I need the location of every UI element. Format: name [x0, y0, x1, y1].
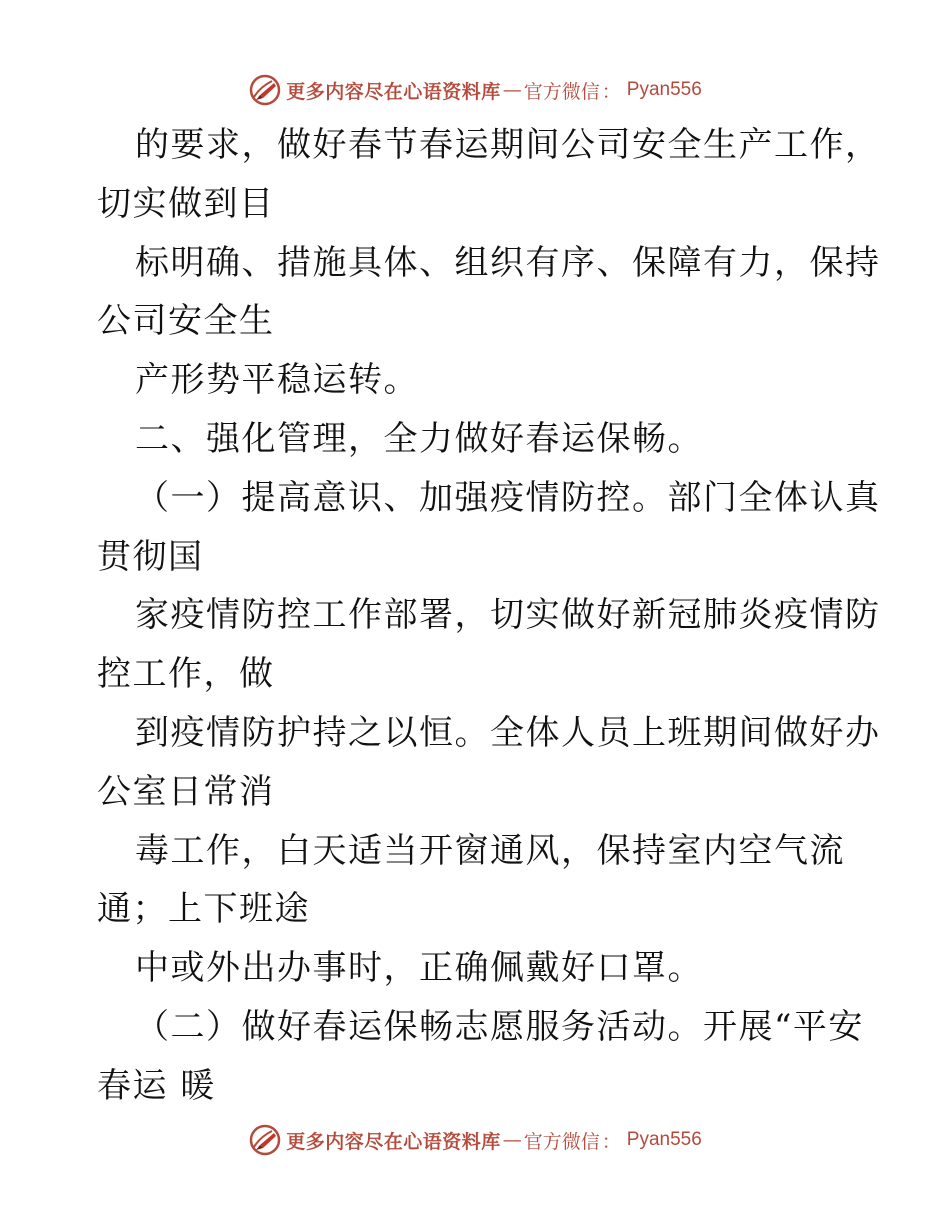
banner-wechat-label: 官方微信	[523, 1130, 600, 1153]
body-line: 公司安全生	[97, 301, 275, 342]
body-line: 春运 暖	[97, 1065, 216, 1106]
banner-separator: ：	[601, 1130, 621, 1153]
body-line: 毒工作，白天适当开窗通风，保持室内空气流	[135, 830, 845, 871]
pen-logo-icon	[248, 73, 282, 107]
banner-separator: ：	[601, 80, 621, 103]
body-line: 的要求，做好春节春运期间公司安全生产工作，	[135, 125, 881, 165]
banner-brand-text: 更多内容尽在心语资料库	[286, 1130, 501, 1153]
body-line: （一）提高意识、加强疫情防控。部门全体认真	[135, 477, 881, 518]
body-line: 产形势平稳运转。	[135, 360, 419, 401]
body-line: 标明确、措施具体、组织有序、保障有力，保持	[135, 242, 881, 283]
body-line: 通；上下班途	[97, 889, 310, 930]
banner-wechat-label: 官方微信	[523, 80, 600, 103]
pen-logo-icon	[248, 1123, 282, 1157]
header-banner	[0, 72, 950, 108]
body-line: 到疫情防护持之以恒。全体人员上班期间做好办	[135, 712, 881, 753]
body-line: 切实做到目	[97, 183, 275, 224]
banner-dash: —	[502, 79, 522, 101]
footer-banner	[0, 1122, 950, 1158]
body-line: 贯彻国	[97, 536, 204, 577]
document-body	[97, 116, 881, 1116]
banner-account: Pyan556	[626, 1129, 702, 1150]
body-line: 中或外出办事时，正确佩戴好口罩。	[135, 948, 703, 989]
body-line: 家疫情防控工作部署，切实做好新冠肺炎疫情防	[135, 595, 881, 636]
body-line: 公室日常消	[97, 771, 275, 812]
banner-dash: —	[502, 1129, 522, 1151]
section-heading: 二、强化管理，全力做好春运保畅。	[135, 418, 703, 459]
banner-brand-text: 更多内容尽在心语资料库	[286, 80, 501, 103]
body-line: 控工作，做	[97, 654, 275, 695]
banner-account: Pyan556	[626, 79, 702, 100]
body-line: （二）做好春运保畅志愿服务活动。开展“平安	[135, 1006, 864, 1047]
